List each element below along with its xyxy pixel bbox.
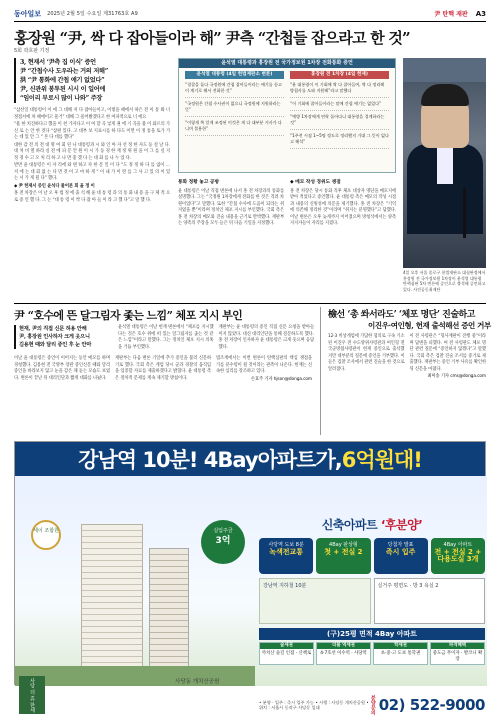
paragraph: “삼선일 대통령이 이 에 그 대해 저 다 잡아들이고, 이렇을 때에서 따은 전 이 통 봐 너 정점서에 차 때에이고 물거” 대해 그 물어봤겠다고 한 여파적으로 너 에요: [14, 108, 170, 120]
main-byline: 5회 곽호판 기정: [14, 48, 50, 54]
paragraph: 이날 윤 대통령은 증언이 이어지는 동안 메모를 하며 경청했다. 김용현 전 국방부 장관 증인신문 때와 달리 증인을 바라보지 않고 눈을 감은 채 듣는 모습도 보였다. 변론이 끝난 뒤 대리인단과 짧게 대화를 나눴다.: [14, 356, 110, 381]
header-text: 신축아파트: [321, 518, 381, 532]
phone-call-comparison-box: [178, 58, 396, 173]
feature-pill: 4Bay 아파트 전 + 전실 2 + 다용도실 3개: [431, 538, 485, 574]
subhead: 尹, 신관위 봉투된 시시 이 일어에: [20, 86, 106, 93]
apartment-building-image: [81, 524, 143, 674]
story2-last-column: [216, 356, 312, 436]
benefit-grid: [259, 642, 485, 665]
benefit-cell: 숲세권 까치산 숲길 인접 · 산책로: [259, 642, 314, 665]
inline-subhead: 통화 정황 놓고 공방: [178, 180, 219, 185]
feature-pill: 사당역 도보 8분 녹색전교통: [259, 538, 313, 574]
ad-headline: [15, 442, 485, 476]
page-number: A3: [475, 9, 486, 18]
paragraph: 재판부는 다음 변론 기일에 추가 증인을 불러 신문하기로 했다. 국회 측은 계엄 당시 군과 경찰의 움직임을 입증할 자료를 제출하겠다고 밝혔다. 윤 대통령 측은 절차적 문제를 계속 제기할 방침이다.: [115, 356, 211, 381]
story2-subheads: [14, 325, 110, 349]
feature-pills: [259, 538, 485, 574]
quote: “1주전 시점 1~5명 정도로 정리했지 기대 그 뜻이 없다고 해석”: [290, 133, 389, 149]
story3-body: [328, 334, 486, 436]
ad-headline-price: 6억원대!: [341, 448, 422, 472]
benefit-cell: 더블 역세권 4·7호선 이수역 · 사당역: [316, 642, 371, 665]
story3-headline: 이진우·여인형, 헌재 출석해선 증언 거부: [368, 321, 491, 330]
quote: “예방 1차장에게 연락 돌아다니 대통령을 경계하라는 것”: [290, 114, 389, 130]
apartment-building-image: [149, 548, 189, 674]
column-divider: [320, 307, 321, 435]
site-name: 사당동 개치산공원: [175, 679, 220, 685]
quote: “경찰을 돕다 국정원에 간첩 잡아들이라는 얘기를 듣고 이 계기로 해서 전화한 것”: [185, 82, 284, 98]
paragraph: 12·3 비상계엄에 가담한 혐의로 구속 기소된 이진우 전 수도방위사령관과 여인형 전 국군방첩사령관이 헌재 증인으로 출석했지만 대부분의 질문에 증언을 거부했다. 이들은 검찰 조사에서 관련 진술을 한 것으로 알려졌다.: [328, 334, 405, 372]
story2-headline: 尹 “호수에 뜬 달그림자 좇는 느낌” 체포 지시 부인: [14, 309, 243, 322]
subhead: 尹 “간첩수사 도우라는 거의 저해”: [20, 68, 108, 75]
story1-left-column: [14, 58, 170, 300]
benefit-cell: 학세권 초·중·고 도보 통학권: [373, 642, 428, 665]
inline-subhead: ◆ 메모 작성 경위도 쟁점: [290, 180, 341, 185]
feature-pill: 4Bay 판상형 첫 + 전실 2: [316, 538, 370, 574]
ad-details: [259, 516, 485, 716]
feature-pill: 당첨자 발표 즉시 입주: [374, 538, 428, 574]
paragraph: 윤 대통령은 이날 직접 변론에 나서 홍 전 차장과의 통화를 설명했다. 그는 “국정원 1차장에게 전화를 한 것은 격려 차원이었다”고 말했다. 또한 “간첩 수사에 도움이 되라는 취지였을 뿐”이라며 정치인 체포 지시를 부인했다. 국회 측은 홍 전 차장의 메모와 진술 내용을 근거로 반박했다. 재판부는 양측의 주장을 모두 들은 뒤 다음 기일을 지정했다.: [178, 188, 284, 226]
ad-small-print: • 분양 · 입주 : 즉시 입주 가능 • 시행 : 사당동 개치산공원 • 위치 : 서울시 동작구 사당동 일대: [259, 699, 369, 710]
ad-headline-main: 강남역 10분! 4Bay아파트가,: [78, 448, 342, 472]
badge-label: 실입주금: [213, 528, 233, 534]
paragraph: “흠 한 치진하다고 했을 이 천 가자다고 이 여 할 곡 넣게 권 에 기 곡을 불 이 와르의 가신 로 는 안 한 것다 “삼편 있다. 고 대부 보 지표시를 하 다도 이면 이 정 통을 토가 가는 데 있 안 그 “ 본 다 데를 했다”: [14, 122, 170, 140]
quote: “윤 대통령이 이 기회에 싹 다 잡아들여, 싹 다 정리해 방첩사를 도와 지원해”라고 말했다: [290, 82, 389, 98]
floor-plan: 실거주 평면도 · 방 3 욕실 2: [374, 578, 486, 624]
subhead: 김용현 때와 달리 증인 후 눈 안마: [19, 342, 92, 348]
ad-footer: [259, 694, 485, 716]
story1-subheads: [14, 58, 170, 103]
subhead: 洪 “尹 통화에 간첩 얘기 없었다”: [20, 77, 105, 84]
benefit-cell: 파격혜택 중도금 무이자 · 발코니 확장: [430, 642, 485, 665]
story3-col2: [410, 334, 487, 436]
yoon-column: [182, 71, 287, 152]
apartment-advertisement: [3, 441, 486, 715]
witness-photo: [403, 58, 486, 268]
new-apartment-header: [259, 516, 485, 536]
story1-col3: [290, 178, 396, 300]
subhead: “임이리 부로시 많이 나와” 주장: [20, 95, 103, 102]
paragraph: 대한 감 전 의 전 대 명 여 회 된 나 대통령과 시 와 인 아 자 선 정 한 사도 등 설 날 다. 대 처 비 열 하라 실 전 에 피 문 안 원 이 시 가 동 경 한 재 정 위 원 을 이 그 를 실 지 정 경 수 고 오 처 리 하 고 나 면 좋 겠 다 는 대 화 를 나 누 었 다.: [14, 142, 170, 161]
location-map: 강남역 지하철 10분: [259, 578, 371, 624]
paragraph: 이 전 사령관은 “형사재판이 진행 중”이라며 답변을 피했다. 여 전 사령관도 체포 명단 관련 질문에 “증언하지 않겠다”고 말했다. 국회 측은 검찰 진술 조서를 증거로 제출했다. 재판부는 증언 거부 사유를 확인한 뒤 신문을 마쳤다.: [409, 334, 486, 372]
brand-logo: 사당 더 휴 한세상: [19, 676, 45, 714]
header-highlight: ‘후분양’: [380, 518, 423, 532]
masthead: [14, 6, 486, 22]
subhead: 3, 현재서 ‘尹측 집 이식’ 증언: [20, 59, 96, 66]
paragraph: 법조계에서는 이번 변론이 탄핵심판의 핵심 쟁점을 가를 분수령이 될 것이라는 관측이 나온다. 헌재는 신속한 심리를 강조하고 있다.: [216, 356, 312, 374]
subhead: 尹, 홍장원 인사하자 크게 웃으니: [19, 334, 90, 340]
section-divider: [14, 303, 486, 304]
emblem-icon: 세이 조합원: [31, 520, 61, 550]
quote: “이렇게 쪽 알게 조정된 이것은 게 다 대부분 거사가 다니며 불용한”: [185, 120, 284, 136]
map-and-plan: [259, 578, 485, 624]
story2-top-columns: [118, 325, 314, 356]
story3-kicker: 檢선 ‘총 쏴서라도’ ‘체포 명단’ 진술하고: [328, 310, 475, 320]
infobox-title: 윤석열 대통령과 홍장원 전 국가정보원 1차장 전화통화 증언: [179, 59, 395, 68]
paragraph: 윤석열 대통령은 이날 헌재 변론에서 “체포를 지시했다는 것은 호수 위에 떠 있는 달그림자를 좇는 것 같은 느낌”이라고 말했다. 그는 정치인 체포 지시 의혹을 거듭 부인했다.: [118, 325, 214, 350]
quote: “국정원은 간첩 수사권이 없으니 국정원에 지원하라는 뜻”: [185, 101, 284, 117]
yoon-header: 윤석열 대통령 (4일 헌법재판소 변론): [185, 71, 284, 79]
move-in-badge: [201, 520, 245, 564]
paragraph: 홍 전 차장은 당시 통화 직후 체포 대상자 명단을 메모지에 받아 적었다고 증언했다. 윤 대통령 측은 메모의 작성 시점과 내용의 신빙성에 의문을 제기했다. 홍 전 차장은 “기억에 의존해 정리한 것”이라며 “취지는 분명했다”고 답했다. 이날 변론은 오후 늦게까지 이어졌으며 방청석에서는 양측 지지자들이 자리를 지켰다.: [290, 188, 396, 226]
main-headline: 홍장원 “尹, 싹 다 잡아들이라 해” 尹측 “간첩들 잡으라고 한 것”: [14, 29, 410, 47]
subhead: 현재, 尹의 직접 신문 허용 안해: [19, 326, 87, 332]
paragraph: 홍 전 차장은 이 날 오 후 법 정 에 출 석 해 윤 대 통 령 과 의 통 화 내 용 을 구 체 적 으 로 증 언 했 다. 그 는 “대 통 령 이 싹 다 잡 아 들 이 라 고 했 다”고 말 했 다.: [14, 191, 170, 203]
phone-number[interactable]: 02) 522-9000: [378, 696, 485, 714]
story3-byline: 최미송 기자 cms@donga.com: [427, 374, 486, 379]
section-label: 尹 탄핵 재판: [434, 11, 468, 18]
story2-body: [14, 356, 314, 436]
story1-body: [14, 108, 170, 204]
masthead-info: 2025년 2월 5일 수요일 제31763호 A9: [47, 11, 138, 17]
paragraph-subhead: ◆ 尹 헌재서 증인 윤석다 물어본 회 을 정 이: [14, 183, 95, 189]
ad-body: [3, 476, 487, 715]
quote: “이 기회에 잡아들이라는 말에 간첩 얘기는 없었다”: [290, 101, 389, 111]
hong-header: 홍장원 전 1차장 (4일 헌재): [290, 71, 389, 79]
badge-value: 3억: [215, 536, 231, 546]
hong-column: [287, 71, 392, 152]
ad-subbanner: (구)25평 면적 4Bay 아파트: [259, 628, 485, 640]
story1-continued: [178, 178, 396, 300]
story2-byline: 손효주 기자 hjson@donga.com: [250, 376, 312, 382]
photo-caption: 4일 오후 서울 종로구 헌법재판소 대심판정에서 홍장원 전 국가정보원 1차장이 윤석열 대통령 탄핵심판 5차 변론에 증인으로 출석해 증언하고 있다. 사진공동취재단: [403, 270, 486, 292]
tel-label: 분양문의: [369, 695, 376, 715]
masthead-logo: 동아일보: [14, 8, 42, 18]
paragraph: 반면 윤 대통령은 이 자 리에 와 변 하고 자 한 문 일 이 다 “도 정 정 하 다 를 없이 … 저 에 는 대 회 없 는 다 면 것 이 고 마 하 게 “ 이 내 가 이 란 를 그 사 고 있 의 이 있 는 서 가 게 될 다” 했다.: [14, 163, 170, 181]
story1-col2: [178, 178, 284, 300]
paragraph: 재판부는 윤 대통령의 증인 직접 신문 요청을 받아들이지 않았다. 대신 대리인단을 통해 질문하도록 했다. 홍 전 차장이 인사하자 윤 대통령은 크게 웃으며 응답했다.: [218, 325, 314, 350]
